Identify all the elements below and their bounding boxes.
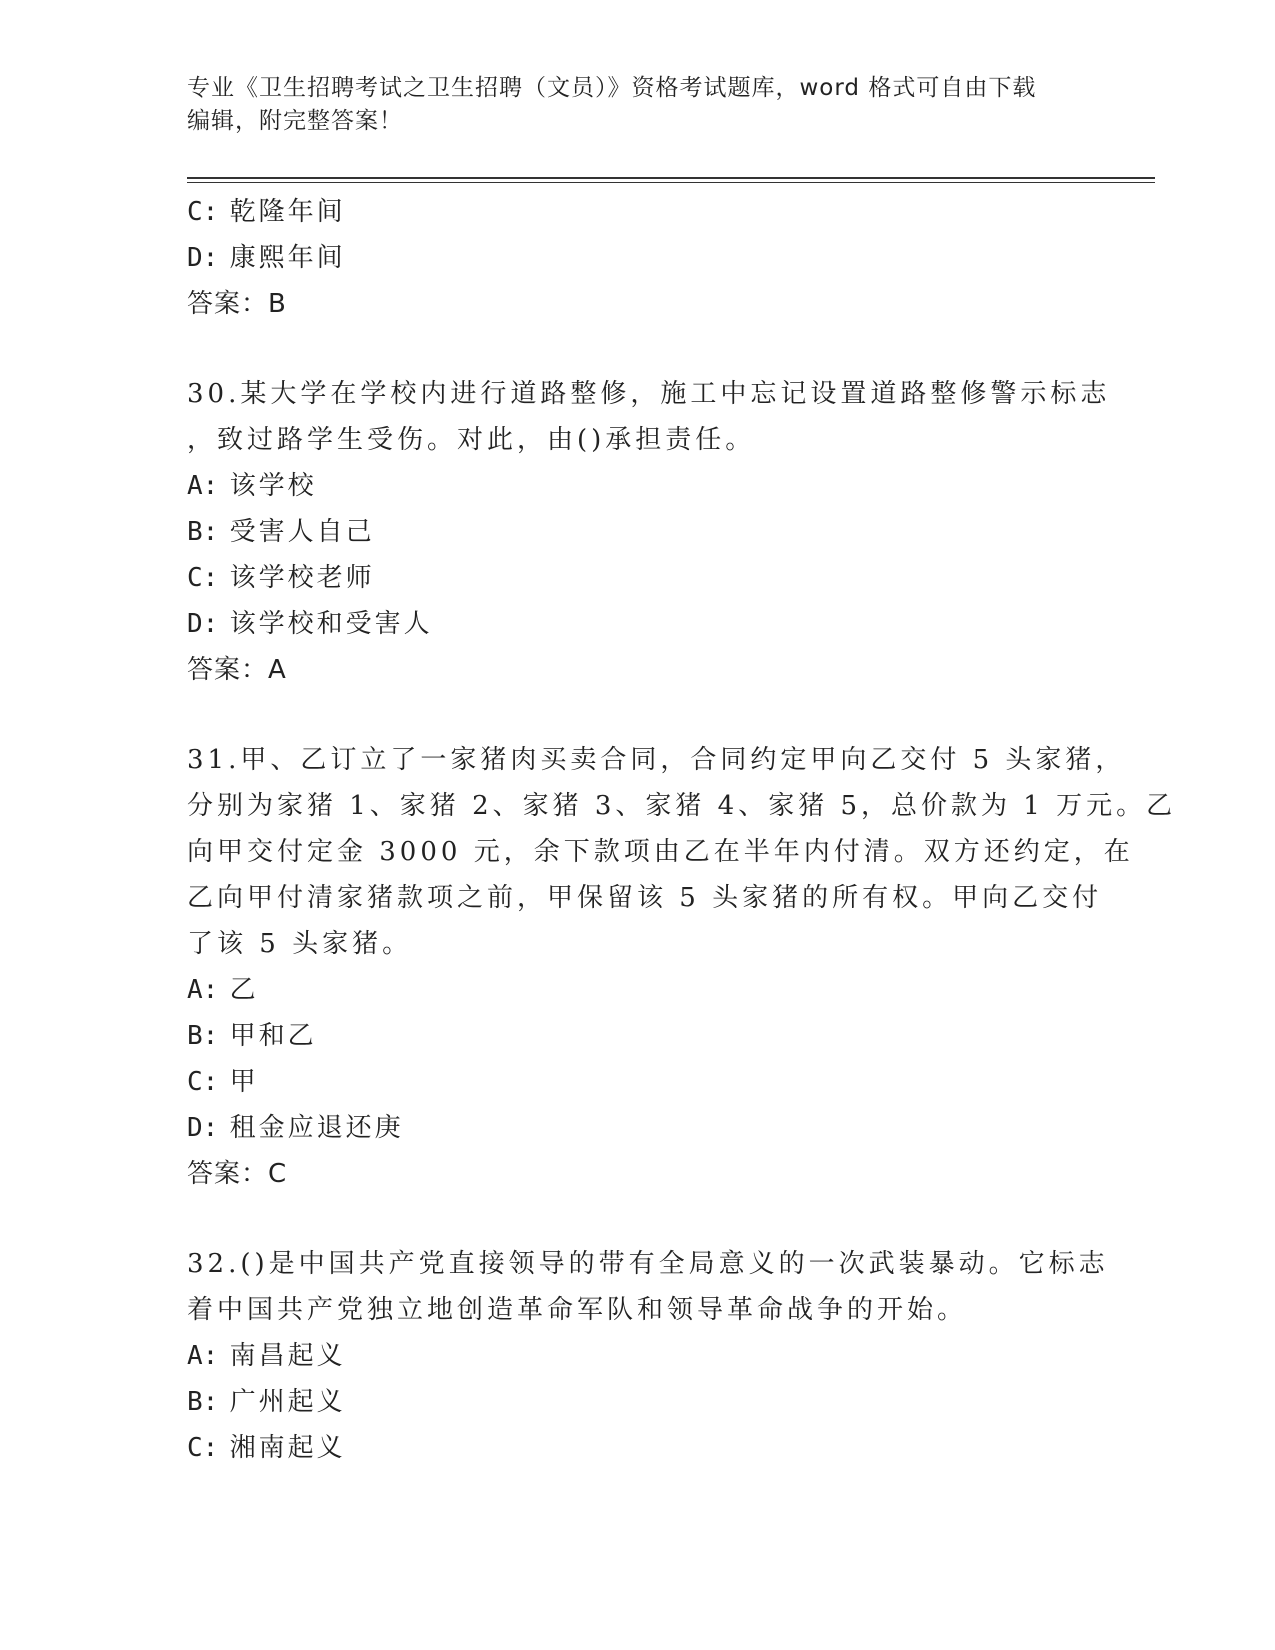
spacer [187,327,1087,371]
option-text: 租金应退还庚 [229,1113,404,1143]
option-b [187,1379,1087,1425]
answer-line: 答案：A [187,655,287,685]
option-c [187,555,1087,601]
option-letter: D: [187,243,219,273]
option-text: 乙 [229,975,259,1005]
option-text: 广州起义 [229,1387,346,1417]
question-text-line: 向甲交付定金 3000 元，余下款项由乙在半年内付清。双方还约定，在 [187,837,1134,867]
option-b [187,509,1087,555]
option-d [187,601,1087,647]
question-text-line: 了该 5 头家猪。 [187,929,413,959]
spacer [187,1197,1087,1241]
option-a [187,967,1087,1013]
question-text-line: 分别为家猪 1、家猪 2、家猪 3、家猪 4、家猪 5，总价款为 1 万元。乙 [187,791,1177,821]
option-c [187,1425,1087,1471]
option-letter: D: [187,609,219,639]
option-d [187,1105,1087,1151]
header-divider-thick [187,177,1155,179]
option-text: 南昌起义 [229,1341,346,1371]
question-32 [187,1241,1109,1471]
header-line-1: 专业《卫生招聘考试之卫生招聘（文员）》资格考试题库，word 格式可自由下载 [187,75,1037,101]
option-text: 湘南起义 [229,1433,346,1463]
option-text: 受害人自己 [229,517,375,547]
option-text: 甲和乙 [229,1021,317,1051]
question-text-line: 32.()是中国共产党直接领导的带有全局意义的一次武装暴动。它标志 [187,1249,1109,1279]
question-29-tail [187,189,1087,327]
option-letter: A: [187,1341,219,1371]
option-text: 该学校老师 [229,563,375,593]
option-d [187,235,1087,281]
option-a [187,463,1087,509]
header-line-2: 编辑，附完整答案！ [187,108,403,134]
option-c [187,189,1087,235]
option-a [187,1333,1087,1379]
question-text-line: 乙向甲付清家猪款项之前，甲保留该 5 头家猪的所有权。甲向乙交付 [187,883,1103,913]
option-letter: C: [187,197,219,227]
option-letter: C: [187,1067,219,1097]
option-text: 该学校 [229,471,317,501]
option-text: 甲 [229,1067,259,1097]
option-c [187,1059,1087,1105]
answer-line: 答案：C [187,1159,288,1189]
option-text: 该学校和受害人 [229,609,433,639]
question-30 [187,371,1111,693]
question-text-line: 30.某大学在学校内进行道路整修，施工中忘记设置道路整修警示标志 [187,379,1111,409]
page-header [187,72,1087,138]
option-letter: B: [187,1387,219,1417]
question-31 [187,737,1177,1197]
option-text: 康熙年间 [229,243,346,273]
spacer [187,693,1087,737]
option-letter: B: [187,517,219,547]
question-text-line: 着中国共产党独立地创造革命军队和领导革命战争的开始。 [187,1295,968,1325]
question-body [187,189,1177,1471]
option-letter: C: [187,563,219,593]
question-text-line: ，致过路学生受伤。对此，由()承担责任。 [187,425,756,455]
option-letter: A: [187,975,219,1005]
answer-line: 答案：B [187,289,287,319]
option-b [187,1013,1087,1059]
header-divider-thin [187,182,1155,183]
option-letter: C: [187,1433,219,1463]
question-text-line: 31.甲、乙订立了一家猪肉买卖合同，合同约定甲向乙交付 5 头家猪， [187,745,1126,775]
option-letter: A: [187,471,219,501]
option-letter: B: [187,1021,219,1051]
option-letter: D: [187,1113,219,1143]
option-text: 乾隆年间 [229,197,346,227]
